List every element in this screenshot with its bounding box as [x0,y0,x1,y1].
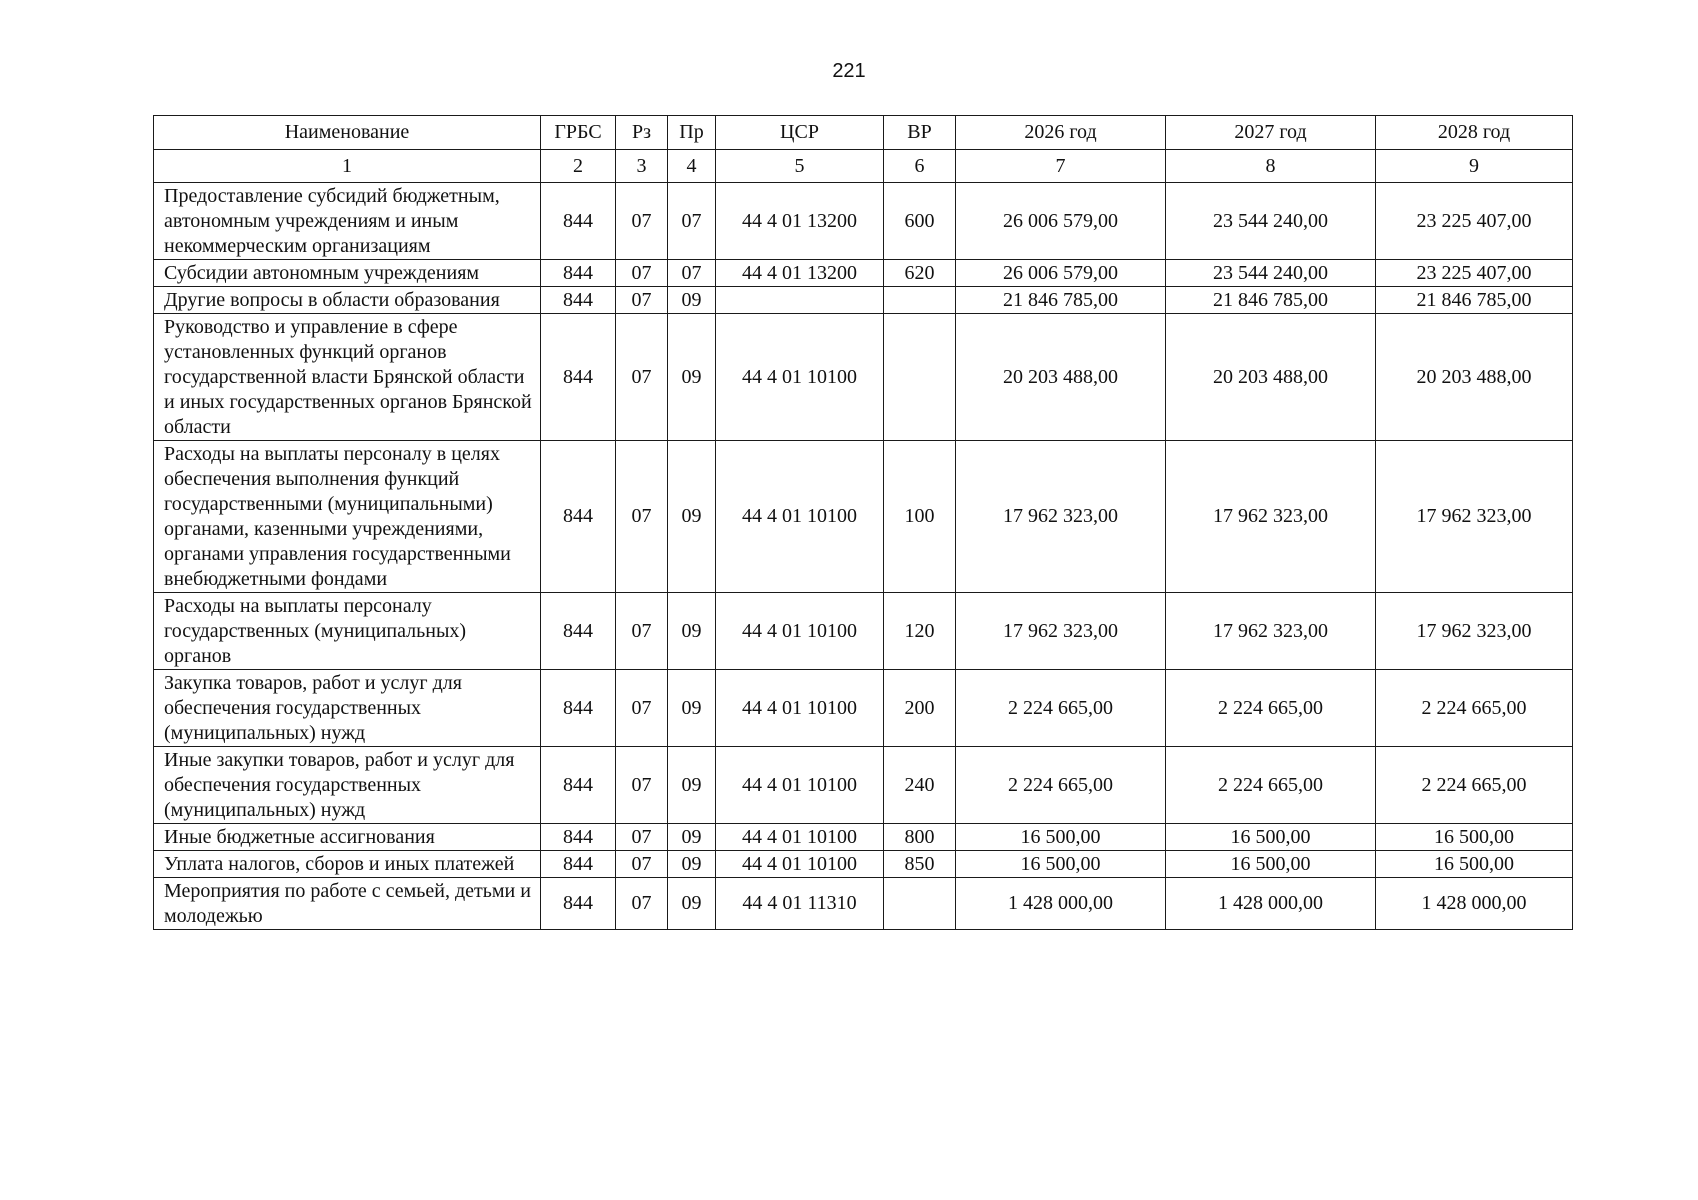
header-2026: 2026 год [956,116,1166,150]
table-row [154,878,1573,930]
cell-2026: 2 224 665,00 [956,670,1166,747]
cell-rz: 07 [616,260,668,287]
header-grbs: ГРБС [541,116,616,150]
cell-rz: 07 [616,593,668,670]
cell-2028: 2 224 665,00 [1376,747,1573,824]
cell-2028: 23 225 407,00 [1376,260,1573,287]
cell-vr: 240 [884,747,956,824]
cell-2026: 16 500,00 [956,851,1166,878]
cell-name: Иные закупки товаров, работ и услуг для обеспечения государственных (муниципальных) нужд [154,747,541,824]
cell-rz: 07 [616,670,668,747]
header-2027: 2027 год [1166,116,1376,150]
cell-2028: 17 962 323,00 [1376,441,1573,593]
header-rz: Рз [616,116,668,150]
column-number: 3 [616,150,668,183]
cell-vr [884,878,956,930]
cell-vr: 120 [884,593,956,670]
cell-rz: 07 [616,314,668,441]
cell-2027: 23 544 240,00 [1166,183,1376,260]
cell-grbs: 844 [541,314,616,441]
cell-pr: 09 [668,824,716,851]
cell-pr: 07 [668,260,716,287]
cell-name: Мероприятия по работе с семьей, детьми и молодежью [154,878,541,930]
cell-2026: 20 203 488,00 [956,314,1166,441]
column-number: 2 [541,150,616,183]
table-row [154,183,1573,260]
cell-csr: 44 4 01 10100 [716,593,884,670]
cell-name: Другие вопросы в области образования [154,287,541,314]
table-row [154,441,1573,593]
table-row [154,824,1573,851]
cell-name: Руководство и управление в сфере установленных функций органов государственной власти Брянской области и иных государственных органов Брянской области [154,314,541,441]
table-row [154,314,1573,441]
cell-2027: 1 428 000,00 [1166,878,1376,930]
cell-vr: 850 [884,851,956,878]
column-number: 7 [956,150,1166,183]
cell-name: Субсидии автономным учреждениям [154,260,541,287]
cell-grbs: 844 [541,183,616,260]
column-number: 4 [668,150,716,183]
column-number-row [154,150,1573,183]
cell-csr: 44 4 01 10100 [716,314,884,441]
cell-2027: 17 962 323,00 [1166,593,1376,670]
cell-name: Расходы на выплаты персоналу в целях обеспечения выполнения функций государственными (муниципальными) органами, казенными учреждениями, органами управления государственными внебюджетными фондами [154,441,541,593]
cell-grbs: 844 [541,747,616,824]
header-csr: ЦСР [716,116,884,150]
cell-name: Предоставление субсидий бюджетным, автономным учреждениям и иным некоммерческим организациям [154,183,541,260]
cell-rz: 07 [616,441,668,593]
header-2028: 2028 год [1376,116,1573,150]
cell-pr: 09 [668,878,716,930]
column-number: 8 [1166,150,1376,183]
cell-2026: 2 224 665,00 [956,747,1166,824]
cell-2026: 17 962 323,00 [956,441,1166,593]
budget-table [153,115,1573,930]
cell-grbs: 844 [541,593,616,670]
cell-2026: 1 428 000,00 [956,878,1166,930]
cell-grbs: 844 [541,441,616,593]
cell-vr [884,287,956,314]
cell-2027: 2 224 665,00 [1166,747,1376,824]
table-row [154,260,1573,287]
cell-vr: 620 [884,260,956,287]
cell-rz: 07 [616,851,668,878]
cell-grbs: 844 [541,824,616,851]
cell-csr: 44 4 01 10100 [716,670,884,747]
table-row [154,747,1573,824]
cell-rz: 07 [616,747,668,824]
cell-csr [716,287,884,314]
cell-grbs: 844 [541,878,616,930]
header-pr: Пр [668,116,716,150]
cell-name: Расходы на выплаты персоналу государственных (муниципальных) органов [154,593,541,670]
cell-2027: 16 500,00 [1166,824,1376,851]
cell-2028: 21 846 785,00 [1376,287,1573,314]
cell-2026: 16 500,00 [956,824,1166,851]
table-row [154,851,1573,878]
cell-2028: 17 962 323,00 [1376,593,1573,670]
cell-2028: 23 225 407,00 [1376,183,1573,260]
cell-rz: 07 [616,824,668,851]
header-name: Наименование [154,116,541,150]
cell-pr: 09 [668,441,716,593]
cell-2027: 16 500,00 [1166,851,1376,878]
cell-csr: 44 4 01 10100 [716,747,884,824]
cell-name: Закупка товаров, работ и услуг для обеспечения государственных (муниципальных) нужд [154,670,541,747]
cell-2027: 17 962 323,00 [1166,441,1376,593]
cell-2027: 20 203 488,00 [1166,314,1376,441]
cell-name: Иные бюджетные ассигнования [154,824,541,851]
cell-2028: 2 224 665,00 [1376,670,1573,747]
cell-grbs: 844 [541,851,616,878]
cell-rz: 07 [616,183,668,260]
cell-pr: 07 [668,183,716,260]
cell-grbs: 844 [541,260,616,287]
cell-csr: 44 4 01 10100 [716,824,884,851]
cell-vr: 200 [884,670,956,747]
table-row [154,287,1573,314]
cell-pr: 09 [668,747,716,824]
cell-2026: 21 846 785,00 [956,287,1166,314]
cell-pr: 09 [668,851,716,878]
table-row [154,593,1573,670]
cell-2028: 20 203 488,00 [1376,314,1573,441]
cell-rz: 07 [616,878,668,930]
cell-2026: 26 006 579,00 [956,260,1166,287]
cell-csr: 44 4 01 10100 [716,441,884,593]
cell-2027: 21 846 785,00 [1166,287,1376,314]
header-vr: ВР [884,116,956,150]
cell-grbs: 844 [541,287,616,314]
cell-2028: 16 500,00 [1376,851,1573,878]
cell-2026: 26 006 579,00 [956,183,1166,260]
cell-name: Уплата налогов, сборов и иных платежей [154,851,541,878]
cell-2027: 2 224 665,00 [1166,670,1376,747]
cell-pr: 09 [668,670,716,747]
cell-csr: 44 4 01 10100 [716,851,884,878]
cell-rz: 07 [616,287,668,314]
cell-2027: 23 544 240,00 [1166,260,1376,287]
header-row [154,116,1573,150]
cell-pr: 09 [668,287,716,314]
cell-2028: 1 428 000,00 [1376,878,1573,930]
cell-2028: 16 500,00 [1376,824,1573,851]
cell-csr: 44 4 01 13200 [716,183,884,260]
cell-vr: 800 [884,824,956,851]
cell-grbs: 844 [541,670,616,747]
cell-vr: 600 [884,183,956,260]
cell-2026: 17 962 323,00 [956,593,1166,670]
cell-vr [884,314,956,441]
column-number: 1 [154,150,541,183]
cell-csr: 44 4 01 13200 [716,260,884,287]
cell-csr: 44 4 01 11310 [716,878,884,930]
cell-pr: 09 [668,314,716,441]
column-number: 6 [884,150,956,183]
table-row [154,670,1573,747]
cell-vr: 100 [884,441,956,593]
column-number: 9 [1376,150,1573,183]
column-number: 5 [716,150,884,183]
page-number: 221 [832,60,866,82]
cell-pr: 09 [668,593,716,670]
